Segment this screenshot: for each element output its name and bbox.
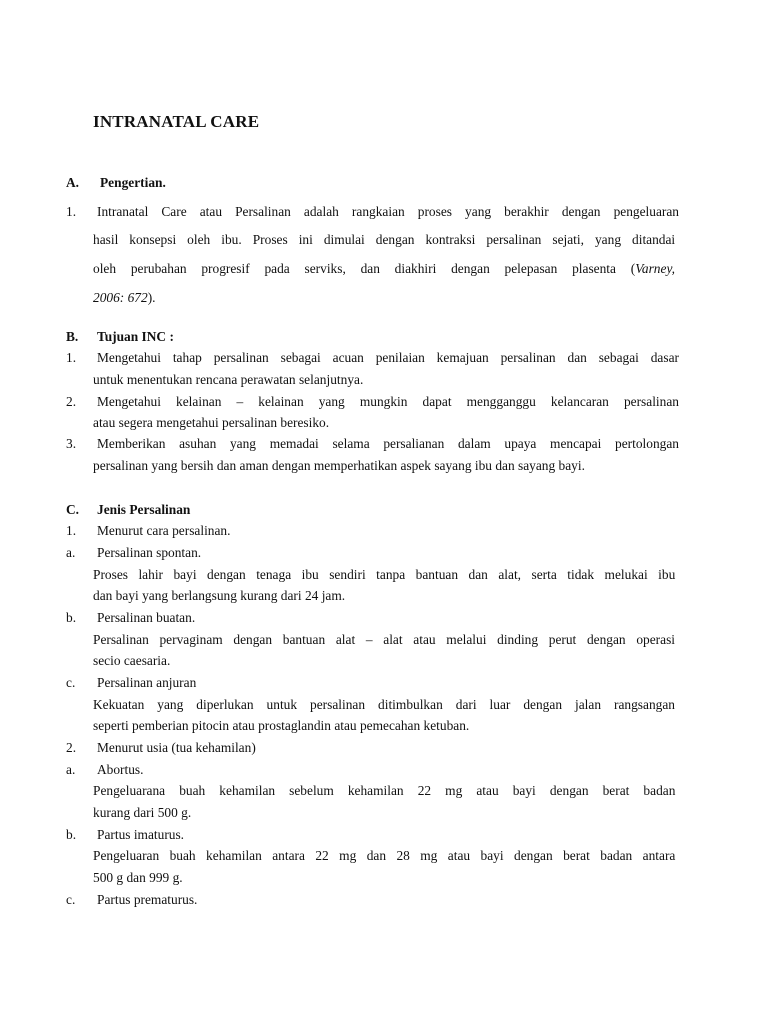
paragraph-line: Mengetahui tahap persalinan sebagai acuan penilaian kemajuan persalinan dan sebagai dasar: [97, 350, 679, 365]
paragraph-line: Mengetahui kelainan – kelainan yang mungkin dapat mengganggu kelancaran persalinan: [97, 394, 679, 409]
list-label: Menurut usia (tua kehamilan): [97, 740, 256, 755]
list-number: c.: [66, 892, 76, 907]
paragraph-line: 500 g dan 999 g.: [93, 870, 183, 885]
list-number: a.: [66, 762, 76, 777]
list-label: Partus imaturus.: [97, 827, 185, 842]
list-number: 1.: [66, 204, 77, 219]
list-number: 1.: [66, 350, 77, 365]
list-label: Persalinan buatan.: [97, 610, 196, 625]
list-label: Partus prematurus.: [97, 892, 198, 907]
paragraph-text: oleh perubahan progresif pada serviks, dan diakhiri dengan pelepasan plasenta (: [93, 261, 636, 276]
paragraph-line: Kekuatan yang diperlukan untuk persalinan ditimbulkan dari luar dengan jalan rangsangan: [93, 697, 675, 712]
list-number: 1.: [66, 523, 77, 538]
list-number: b.: [66, 610, 77, 625]
section-a-letter: A.: [66, 175, 80, 190]
paragraph-line: Pengeluaran buah kehamilan antara 22 mg dan 28 mg atau bayi dengan berat badan antara: [93, 848, 676, 863]
section-b-letter: B.: [66, 329, 79, 344]
paragraph-line-with-citation: [93, 260, 675, 278]
paragraph-line: kurang dari 500 g.: [93, 805, 192, 820]
section-c-letter: C.: [66, 502, 80, 517]
paragraph-text: ).: [147, 290, 156, 305]
section-a-title: Pengertian.: [100, 175, 166, 190]
paragraph-line: persalinan yang bersih dan aman dengan memperhatikan aspek sayang ibu dan sayang bayi.: [93, 458, 585, 473]
section-b-title: Tujuan INC :: [97, 329, 174, 344]
citation: 2006: 672: [93, 290, 148, 305]
section-c-title: Jenis Persalinan: [97, 502, 191, 517]
list-number: 3.: [66, 436, 77, 451]
list-label: Persalinan anjuran: [97, 675, 197, 690]
paragraph-line-with-citation: [93, 289, 675, 307]
paragraph-line: Persalinan pervaginam dengan bantuan alat – alat atau melalui dinding perut dengan operasi: [93, 632, 675, 647]
list-number: 2.: [66, 740, 77, 755]
paragraph-line: Pengeluarana buah kehamilan sebelum kehamilan 22 mg atau bayi dengan berat badan: [93, 783, 676, 798]
paragraph-line: Intranatal Care atau Persalinan adalah rangkaian proses yang berakhir dengan pengeluaran: [97, 204, 679, 219]
list-number: 2.: [66, 394, 77, 409]
list-label: Menurut cara persalinan.: [97, 523, 231, 538]
document-title: INTRANATAL CARE: [93, 112, 260, 131]
paragraph-line: Memberikan asuhan yang memadai selama persalianan dalam upaya mencapai pertolongan: [97, 436, 679, 451]
list-label: Abortus.: [97, 762, 144, 777]
citation: Varney,: [635, 261, 675, 276]
paragraph-line: untuk menentukan rencana perawatan selanjutnya.: [93, 372, 364, 387]
list-number: c.: [66, 675, 76, 690]
paragraph-line: secio caesaria.: [93, 653, 171, 668]
paragraph-line: seperti pemberian pitocin atau prostaglandin atau pemecahan ketuban.: [93, 718, 470, 733]
paragraph-line: atau segera mengetahui persalinan beresiko.: [93, 415, 330, 430]
list-number: a.: [66, 545, 76, 560]
list-number: b.: [66, 827, 77, 842]
paragraph-line: dan bayi yang berlangsung kurang dari 24 jam.: [93, 588, 346, 603]
paragraph-line: hasil konsepsi oleh ibu. Proses ini dimulai dengan kontraksi persalinan sejati, yang ditandai: [93, 232, 676, 247]
list-label: Persalinan spontan.: [97, 545, 202, 560]
paragraph-line: Proses lahir bayi dengan tenaga ibu sendiri tanpa bantuan dan alat, serta tidak melukai ibu: [93, 567, 676, 582]
